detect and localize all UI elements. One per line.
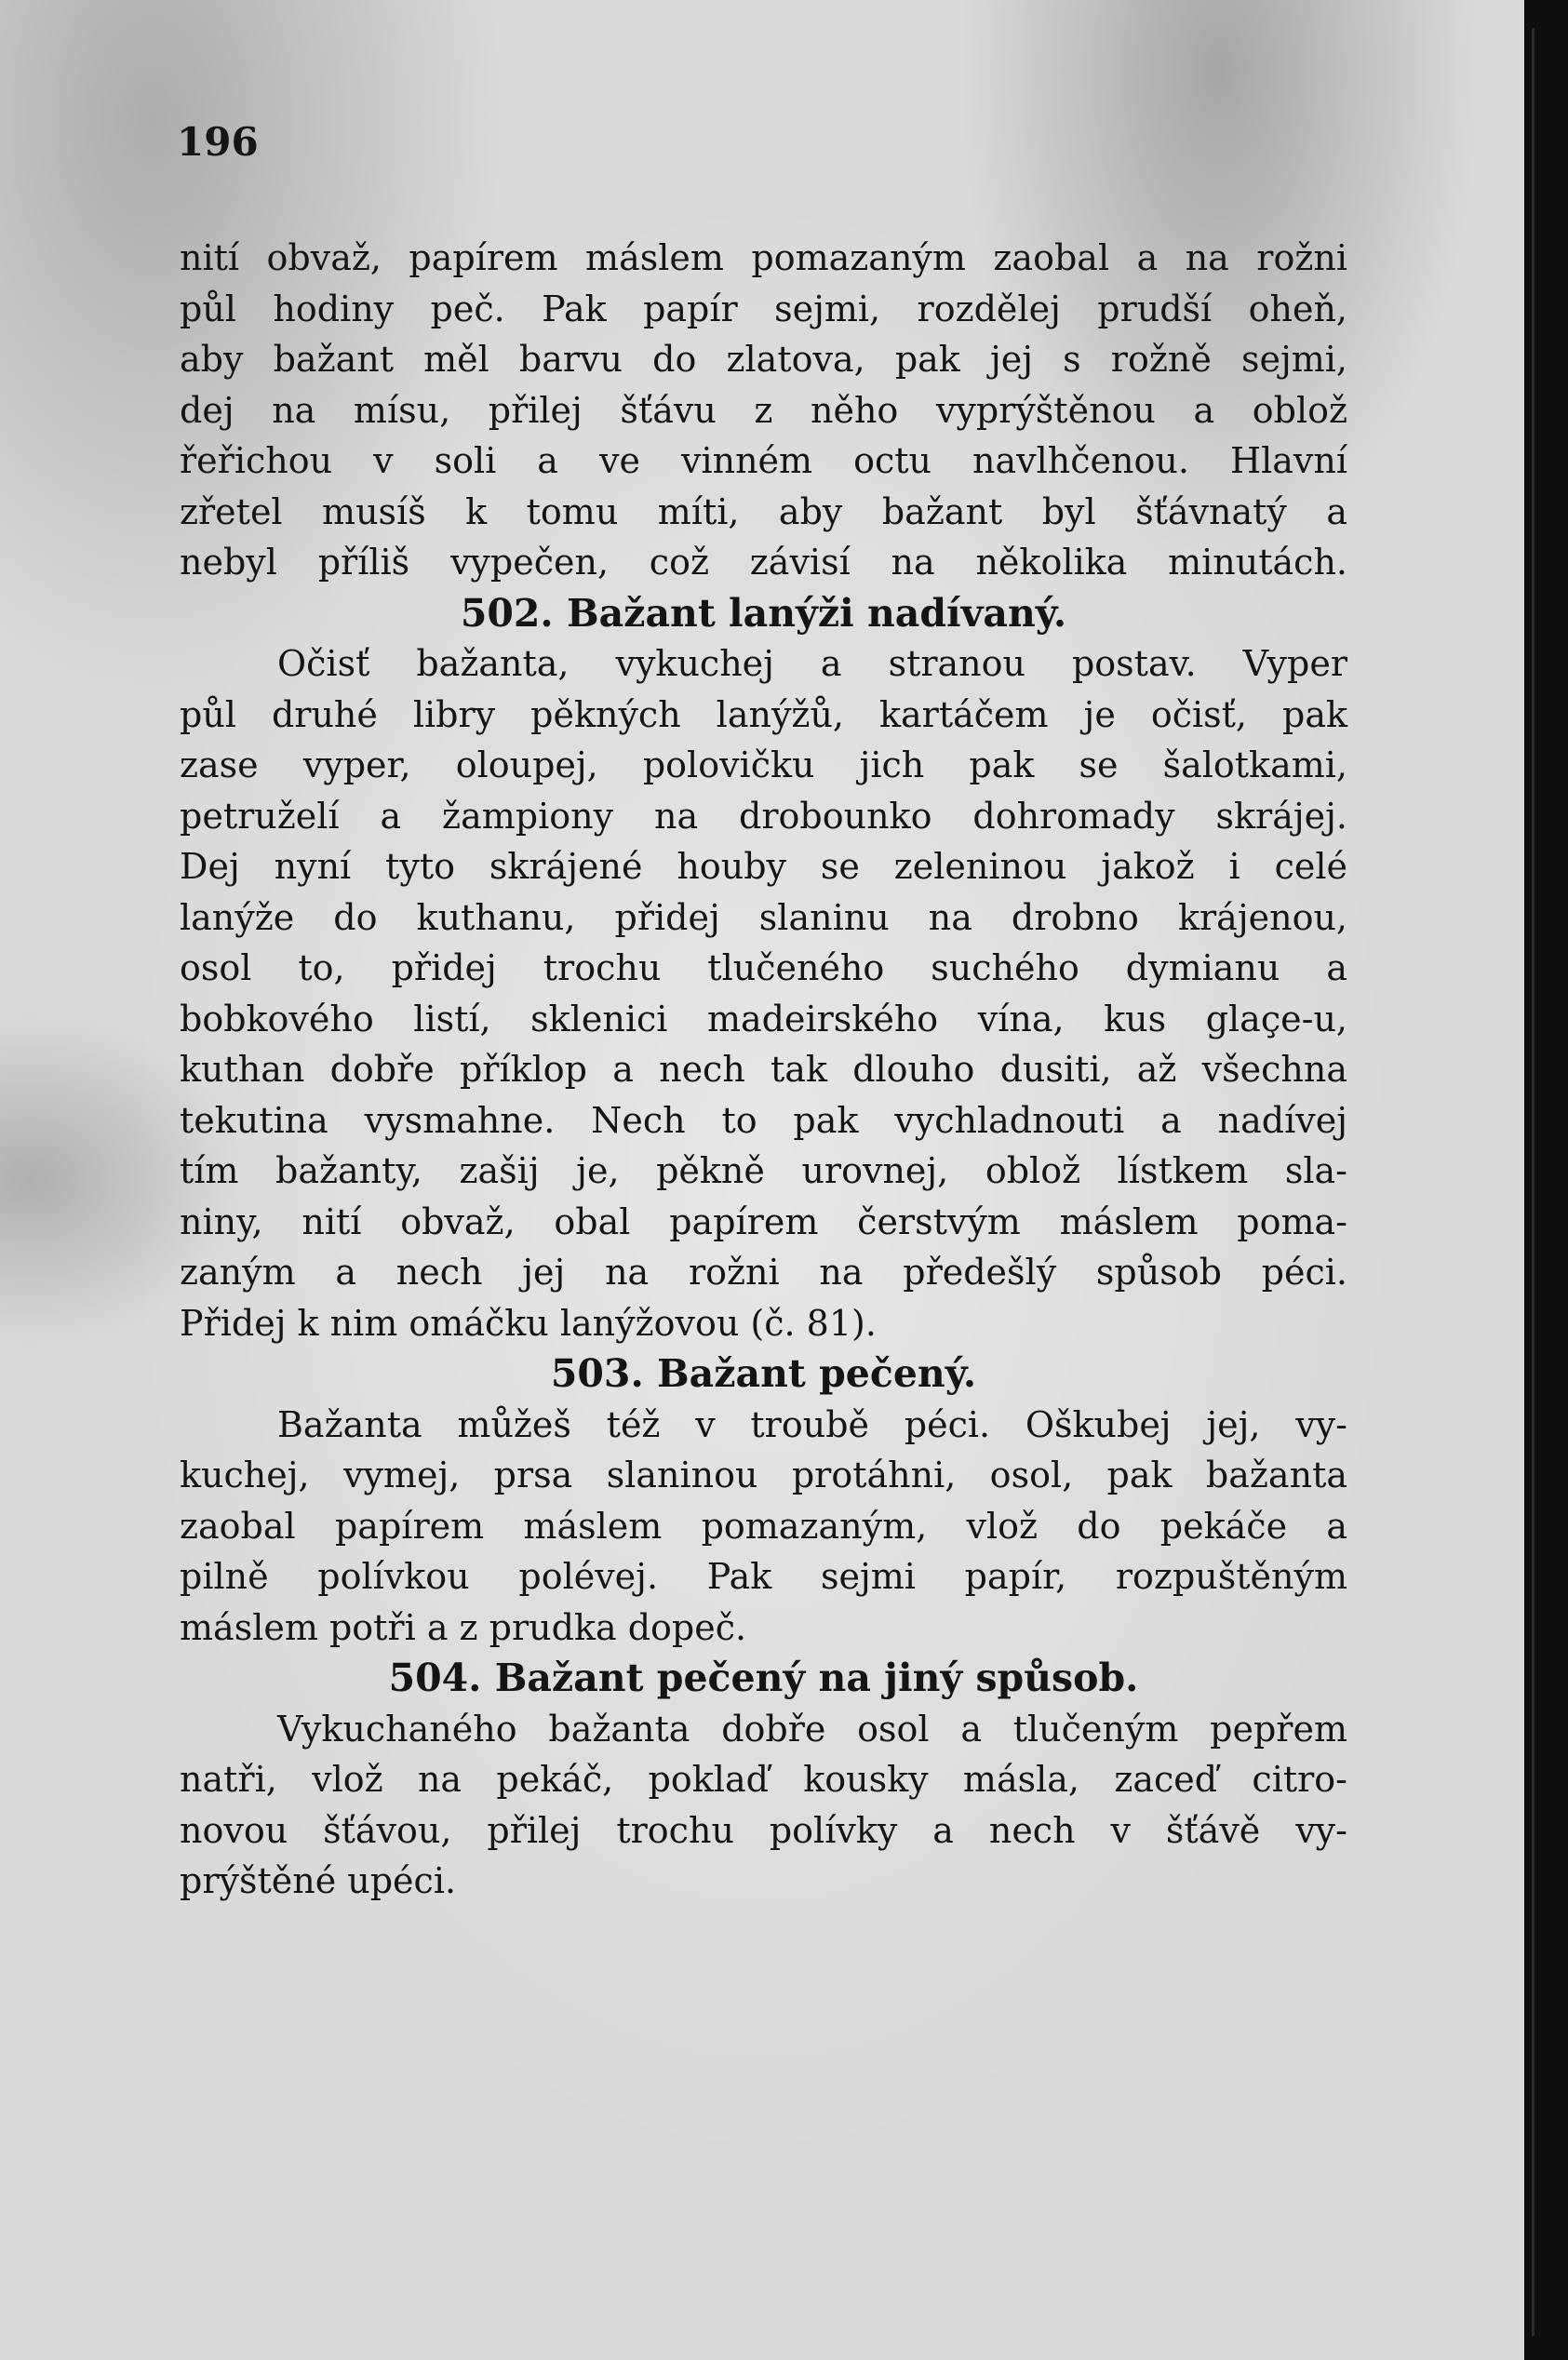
text-line: zase vyper, oloupej, polovičku jich pak se šalotkami, [180,744,1347,785]
recipe-504 [180,1653,1347,1907]
text-line: Bažanta můžeš též v troubě péci. Oškubej jej, vy- [277,1403,1347,1445]
page-text [180,233,1347,1907]
text-line: půl druhé libry pěkných lanýžů, kartáčem je očisť, pak [180,693,1347,735]
text-line: kuthan dobře příklop a nech tak dlouho dusiti, až všechna [180,1049,1347,1090]
recipe-502 [180,588,1347,1349]
text-line: bobkového listí, sklenici madeirského vína, kus glaçe-u, [180,998,1347,1039]
text-line: petruželí a žampiony na drobounko dohromady skrájej. [180,795,1347,837]
page-number: 196 [177,119,259,165]
text-line: tím bažanty, zašij je, pěkně urovnej, oblož lístkem sla- [180,1150,1347,1191]
text-line: Vykuchaného bažanta dobře osol a tlučeným pepřem [277,1708,1347,1750]
text-line: zaobal papírem máslem pomazaným, vlož do pekáče a [180,1505,1347,1547]
paragraph-continued [180,233,1347,588]
text-line: dej na mísu, přilej šťávu z něho vyprýštěnou a oblož [180,389,1347,431]
text-line: nebyl příliš vypečen, což závisí na několika minutách. [180,542,1347,583]
text-line: zřetel musíš k tomu míti, aby bažant byl šťávnatý a [180,490,1347,532]
text-line: aby bažant měl barvu do zlatova, pak jej s rožně sejmi, [180,339,1347,380]
page-edge-line [1532,28,1534,2336]
text-line: Přidej k nim omáčku lanýžovou (č. 81). [180,1302,877,1344]
text-line: tekutina vysmahne. Nech to pak vychladnouti a nadívej [180,1099,1347,1141]
recipe-heading: 503. Bažant pečený. [550,1351,977,1396]
text-line: novou šťávou, přilej trochu polívky a nech v šťávě vy- [180,1809,1347,1851]
text-line: lanýže do kuthanu, přidej slaninu na drobno krájenou, [180,896,1347,938]
text-line: osol to, přidej trochu tlučeného suchého dymianu a [180,947,1347,988]
text-line: niny, nití obvaž, obal papírem čerstvým máslem poma- [180,1200,1347,1242]
text-line: řeřichou v soli a ve vinném octu navlhčenou. Hlavní [180,440,1347,481]
recipe-heading: 502. Bažant lanýži nadívaný. [460,590,1067,636]
text-line: prýštěné upéci. [180,1860,457,1901]
text-line: natři, vlož na pekáč, poklaď kousky másla, zaceď citro- [180,1759,1347,1800]
text-line: Dej nyní tyto skrájené houby se zeleninou jakož i celé [180,846,1347,887]
text-line: máslem potři a z prudka dopeč. [180,1606,747,1648]
recipe-heading: 504. Bažant pečený na jiný spůsob. [388,1656,1139,1700]
recipe-503 [180,1348,1347,1653]
text-line: Očisť bažanta, vykuchej a stranou postav. Vyper [277,643,1347,684]
text-line: půl hodiny peč. Pak papír sejmi, rozdělej prudší oheň, [180,288,1347,329]
text-line: zaným a nech jej na rožni na předešlý spůsob péci. [180,1252,1347,1293]
text-line: nití obvaž, papírem máslem pomazaným zaobal a na rožni [180,237,1347,278]
text-line: kuchej, vymej, prsa slaninou protáhni, osol, pak bažanta [180,1455,1347,1495]
text-line: pilně polívkou polévej. Pak sejmi papír, rozpuštěným [180,1556,1347,1597]
